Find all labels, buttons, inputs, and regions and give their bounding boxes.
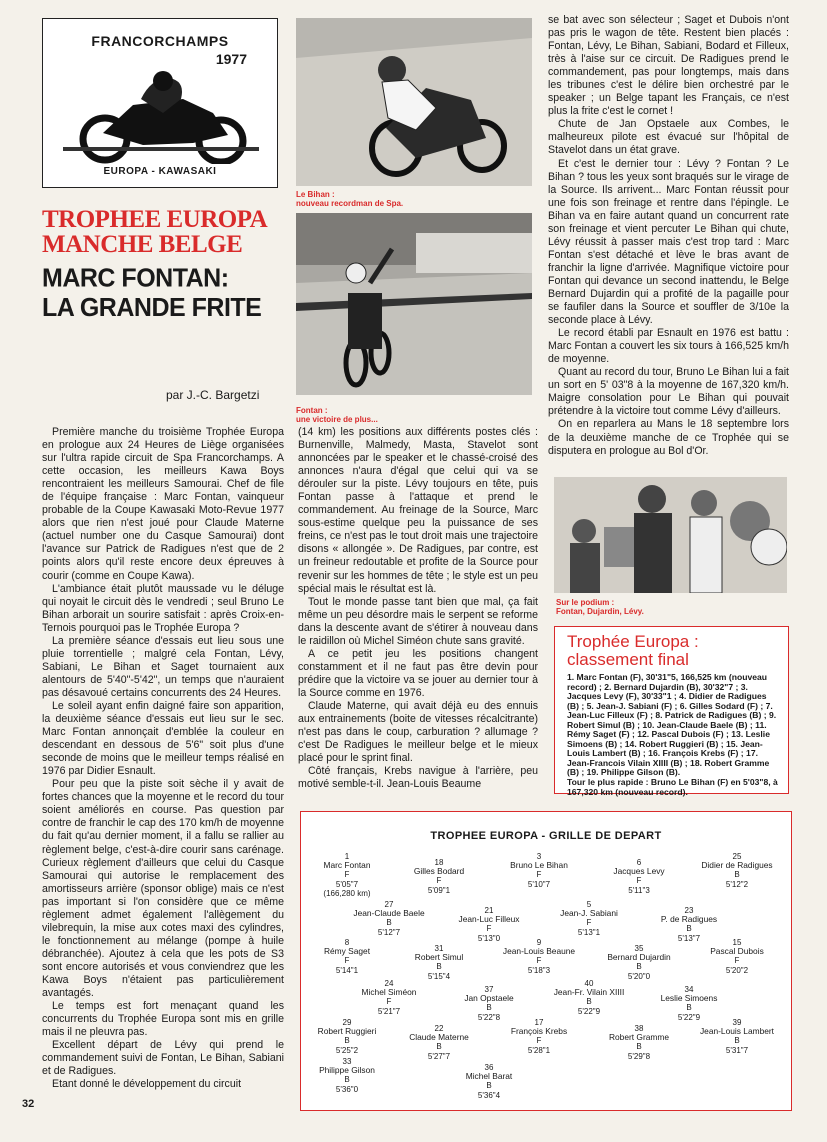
col1-paragraph-8: Etant donné le développement du circuit xyxy=(52,1078,242,1091)
grid-entry-num: 34 xyxy=(684,985,694,994)
article-column-1 xyxy=(42,426,284,1116)
standings-title xyxy=(555,627,788,669)
grid-entry xyxy=(689,938,785,975)
grid-entry-name: P. de Radigues xyxy=(660,914,718,925)
grid-entry xyxy=(299,1057,395,1094)
grid-entry-num: 37 xyxy=(484,985,494,994)
grid-entry-nat: B xyxy=(686,924,692,934)
col1-paragraph-1: Première manche du troisième Trophée Europa en prologue aux 24 Heures de Liège organisées sur l'ultra rapide circuit de Spa Francorchamps. A cette occasion, les meilleurs Kawa Boys rencontraient les meilleurs Samourai. Chef de file de l'équipe française : Marc Fontan, vainqueur probable de la Coupe Kawasaki Moto-Revue 1977 alors que rien n'est joué pour Claude Materne (actuel number one du Casque Samourai) dont l'avance sur Patrick de Radigues n'est que de 2 points alors qu'il reste encore deux épreuves à courir (comme en Coupe Kawa). xyxy=(42,426,284,582)
grid-entry-num: 24 xyxy=(384,979,394,988)
grid-entry-name: Jean-J. Sabiani xyxy=(560,908,618,919)
grid-entry-name: Jean-Louis Lambert xyxy=(699,1026,775,1037)
grid-entry-time: 5'20"0 xyxy=(627,971,651,981)
grid-entry-name: Leslie Simoens xyxy=(660,993,718,1004)
col2-paragraph-4: Claude Materne, qui avait déjà eu des ennuis aux entrainements (boite de vitesses récalcitrante) n'est pas dans le coup, carburation ? allumage ? c'est De Radigues le meilleur belge et le mieux placé pour le sprint final. xyxy=(298,699,538,765)
grid-entry-num: 8 xyxy=(344,938,350,947)
grid-entry-nat: F xyxy=(344,870,350,880)
grid-entry-num: 27 xyxy=(384,900,394,909)
caption-photo3-line2: Fontan, Dujardin, Lévy. xyxy=(556,607,644,616)
grid-entry-time: 5'11"3 xyxy=(628,885,650,895)
caption-photo3-line1: Sur le podium : xyxy=(556,598,615,607)
photo-fontan xyxy=(296,213,532,395)
grid-entry-nat: B xyxy=(344,1075,350,1085)
grid-entry-name: Bernard Dujardin xyxy=(607,952,671,963)
col3-paragraph-2: Chute de Jan Opstaele aux Combes, le malheureux pilote est évacué sur l'hôpital de Stavelot dans un état grave. xyxy=(548,118,789,157)
headline-main-line2: LA GRANDE FRITE xyxy=(42,293,262,323)
col2-paragraph-1: (14 km) les positions aux différents postes clés : Burnenville, Malmedy, Masta, Stavelot sont annoncées par le speaker et le chassé-croisé des annonces n'aura d'égal que celui qui va se dérouler sur la piste. Lévy toujours en tête, puis Fontan passe à l'attaque et prend le commandement. Au freinage de la Source, Marc sous-estime quelque peu la puissance de ses freins, ce n'est pas le tout droit mais une trajectoire disons « allongée ». De Radigues, par contre, est un freineur redoutable et profite de la Source pour revenir sur les hommes de tête ; le style est un peu spécial mais le résultat est là. xyxy=(298,426,538,595)
standings-results: 1. Marc Fontan (F), 30'31"5, 166,525 km (nouveau record) ; 2. Bernard Dujardin (B), 30'32"7 ; 3. Jacques Levy (F), 30'33"1 ; 4. Didier de Radigues (B) ; 5. Jean-J. Sabiani (F) ; 6. Gilles Sodard (F) ; 7. Jean-Luc Filleux (F) ; 8. Patrick de Radigues (B) ; 9. Robert Simul (B) ; 10. Jean-Claude Baele (B) ; 11. Rémy Saget (F) ; 12. Pascal Dubois (F) ; 13. Leslie Simoens (B) ; 14. Robert Ruggieri (B) ; 15. Jean-Louis Lambert (B) ; 16. François Krebs (F) ; 17. Jean-Francois Vilain XIIII (B) ; 18. Robert Gramme (B) ; 19. Philippe Gilson (B). xyxy=(567,672,777,778)
grid-entry-time: 5'13"1 xyxy=(577,927,601,937)
col3-paragraph-3: Et c'est le dernier tour : Lévy ? Fontan ? Le Bihan ? tous les yeux sont braqués sur le virage de la Source. Ils arrivent... Marc Fontan réussit pour une fois son freinage et rentre dans l'épingle. Le Bihan va en faire autant quand un concurrent rate son freinage et vient percuter Le Bihan qui chute, Lévy réussit à passer mais c'est trop tard : Marc Fontan s'est détaché et lève le bras avant de franchir la ligne d'arrivée. Magnifique victoire pour Fontan qui devance un second inattendu, le Belge Bernard Dujardin qui a profité de la pagaille pour se faufiler dans la Source et souffler de 3/10e la seconde place à Lévy. xyxy=(548,157,789,327)
grid-entry-name: Jean-Louis Beaune xyxy=(502,946,576,957)
article-column-2 xyxy=(298,426,538,802)
article-column-3 xyxy=(548,14,789,474)
grid-entry-time: 5'09"1 xyxy=(427,885,451,895)
grid-entry xyxy=(341,900,437,937)
grid-entry-num: 21 xyxy=(484,906,494,915)
grid-entry-nat: B xyxy=(486,1003,492,1013)
grid-entry-name: Gilles Bodard xyxy=(413,866,465,877)
grid-entry-num: 25 xyxy=(732,852,742,861)
photo-le-bihan xyxy=(296,18,532,186)
grid-entry-num: 6 xyxy=(636,858,642,867)
col2-paragraph-2: Tout le monde passe tant bien que mal, ça fait même un peu désordre mais le serpent se reforme dans la descente avant de s'étirer à nouveau dans le raidillon où Michel Siméon chute sans gravité. xyxy=(298,595,538,647)
caption-photo3 xyxy=(556,598,644,616)
grid-entry-name: Claude Materne xyxy=(409,1032,469,1043)
grid-entry-nat: F xyxy=(536,870,542,880)
grid-entry-num: 31 xyxy=(434,944,444,953)
caption-photo1-line2: nouveau recordman de Spa. xyxy=(296,199,404,208)
grid-entry-time: 5'13"7 xyxy=(677,933,701,943)
grid-entry xyxy=(391,1024,487,1061)
grid-entry xyxy=(541,979,637,1016)
grid-entry-name: Jean-Luc Filleux xyxy=(458,914,520,925)
grid-entry xyxy=(591,858,687,895)
grid-entry-nat: F xyxy=(436,876,442,886)
grid-entry xyxy=(591,1024,687,1061)
grid-entry-name: Didier de Radigues xyxy=(701,860,773,871)
grid-entry-nat: F xyxy=(344,956,350,966)
event-logo-box xyxy=(42,18,278,188)
grid-entry xyxy=(341,979,437,1016)
starting-grid-box xyxy=(300,811,792,1111)
logo-title: FRANCORCHAMPS xyxy=(91,33,229,49)
grid-entry-nat: F xyxy=(486,924,492,934)
grid-entry xyxy=(391,858,487,895)
grid-entry-name: Bruno Le Bihan xyxy=(510,860,568,871)
headline-main xyxy=(42,264,287,323)
grid-entry-time: 5'10"7 xyxy=(527,879,551,889)
col1-paragraph-2: L'ambiance était plutôt maussade vu le déluge qui noyait le circuit dès le vendredi ; seul Bruno Le Bihan arborait un sourire satisfait : après Croix-en-Ternois pourquoi pas le Trophée Europa ? xyxy=(42,582,284,634)
col1-paragraph-4: Le soleil ayant enfin daigné faire son apparition, la deuxième séance d'essais eut lieu sur le sec. Marc Fontan annonçait d'emblée la couleur en descendant en dessous de 5'6" soit plus d'une seconde de moins que le meilleur temps réalisé en 1976 par Didier Esnault. xyxy=(42,699,284,778)
caption-photo2-line1: Fontan : xyxy=(296,406,328,415)
grid-entry-nat: B xyxy=(436,962,442,972)
caption-photo1 xyxy=(296,190,403,208)
grid-entry-time: 5'36"0 xyxy=(335,1084,359,1094)
grid-entry xyxy=(689,1018,785,1055)
grid-entry-nat: F xyxy=(536,956,542,966)
photo-podium xyxy=(554,477,787,593)
grid-entry xyxy=(591,944,687,981)
grid-entry-time: 5'14"1 xyxy=(335,965,359,975)
grid-entry xyxy=(491,852,587,889)
grid-entry-name: Jan Opstaele xyxy=(464,993,514,1004)
caption-photo1-line1: Le Bihan : xyxy=(296,190,335,199)
grid-entry-num: 15 xyxy=(732,938,742,947)
grid-entry-nat: B xyxy=(636,962,642,972)
motorcycle-rider-illustration xyxy=(63,69,259,164)
grid-entry-name: Michel Barat xyxy=(465,1071,513,1082)
grid-entry-num: 39 xyxy=(732,1018,742,1027)
grid-entry-num: 35 xyxy=(634,944,644,953)
grid-entry-nat: F xyxy=(386,997,392,1007)
col2-paragraph-3: A ce petit jeu les positions changent constamment et il ne faut pas être devin pour prédire que la victoire va se jouer au dernier tour à la Source comme en 1976. xyxy=(298,647,538,699)
col3-paragraph-1: se bat avec son sélecteur ; Saget et Dubois n'ont pas pris le wagon de tête. Restent bien placés : Fontan, Lévy, Le Bihan, Sabiani, Bodard et Filleux, très à l'aise sur ce circuit. De Radigues prend le commandement, pas pour longtemps, mais dans les tribunes c'est le délire bien orchestré par le speaker ; un Belge tapant les Français, ce n'est plus la frite c'est le cornet ! xyxy=(548,14,789,118)
col3-paragraph-6: On en reparlera au Mans le 18 septembre lors de la deuxième manche de ce Trophée qui se disputera en prologue au Bol d'Or. xyxy=(548,418,789,457)
grid-entry xyxy=(689,852,785,889)
grid-entry-name: François Krebs xyxy=(510,1026,568,1037)
grid-entry-nat: B xyxy=(734,1036,740,1046)
grid-entry-num: 29 xyxy=(342,1018,352,1027)
grid-entry-nat: B xyxy=(386,918,392,928)
grid-entry-nat: B xyxy=(636,1042,642,1052)
grid-entry-nat: F xyxy=(636,876,642,886)
grid-entry-nat: F xyxy=(586,918,592,928)
grid-entry-nat: B xyxy=(686,1003,692,1013)
grid-entry-num: 9 xyxy=(536,938,542,947)
caption-photo2 xyxy=(296,406,378,424)
headline-main-line1: MARC FONTAN: xyxy=(42,263,229,293)
grid-entry-name: Michel Siméon xyxy=(361,987,417,998)
grid-entry xyxy=(299,1018,395,1055)
grid-entry xyxy=(491,938,587,975)
grid-entry-name: Robert Ruggieri xyxy=(317,1026,377,1037)
grid-entry-num: 3 xyxy=(536,852,542,861)
byline: par J.-C. Bargetzi xyxy=(166,388,260,402)
standings-lap-record: Tour le plus rapide : Bruno Le Bihan (F) en 5'03"8, à 167,320 km (nouveau record). xyxy=(567,777,778,797)
grid-entry-nat: B xyxy=(586,997,592,1007)
grid-entry-time: 5'27"7 xyxy=(427,1051,451,1061)
final-standings-box xyxy=(554,626,789,797)
grid-entry xyxy=(391,944,487,981)
grid-entry-time: 5'12"2 xyxy=(725,879,749,889)
grid-entry-num: 17 xyxy=(534,1018,544,1027)
grid-entry-num: 36 xyxy=(484,1063,494,1072)
grid-entry-nat: B xyxy=(436,1042,442,1052)
col1-paragraph-7: Excellent départ de Lévy qui prend le commandement suivi de Fontan, Le Bihan, Sabiani et de Radigues. xyxy=(42,1039,284,1078)
col3-paragraph-5: Quant au record du tour, Bruno Le Bihan lui a fait un sort en 5' 03"8 à la moyenne de 167,320 km/h. Maigre consolation pour Le Bihan qui pouvait prétendre à la victoire tout comme Lévy d'ailleurs. xyxy=(548,366,789,418)
grid-entry-name: Jean-Fr. Vilain XIIII xyxy=(553,987,625,998)
col3-paragraph-4: Le record établi par Esnault en 1976 est battu : Marc Fontan a couvert les six tours à 166,525 km/h de moyenne. xyxy=(548,327,789,366)
logo-footer: EUROPA - KAWASAKI xyxy=(103,166,217,177)
grid-entry-time: 5'13"0 xyxy=(477,933,501,943)
standings-title-line2: classement final xyxy=(567,650,689,669)
grid-entry-time: 5'31"7 xyxy=(725,1045,749,1055)
col1-paragraph-5: Pour peu que la piste soit sèche il y avait de fortes chances que la moyenne et le record du tour soient améliorés en course. Pas question par contre de franchir le cap des 170 km/h de moyenne du fait qu'au dernier moment, il a fallu se rallier au règlement belge, c'est-à-dire courir sans carénage. Curieux règlement d'ailleurs que celui du Casque Samourai qui autorise le remplacement des amortisseurs arrière (sponsor oblige) mais ce n'est pas important si l'on considère que ce même règlement admet également l'allègement du vilebrequin, la mise aux cotes maxi des cylindres, le fonctionnement au mélange (pompe à huile débranchée). Ajoutez à cela que les pots de S3 sont encore autorisés et vous conviendrez que les Kawa Boys n'étaient pas particulièrement avantagés. xyxy=(42,778,284,1000)
grid-entry xyxy=(641,985,737,1022)
grid-entry-time: 5'22"8 xyxy=(477,1012,501,1022)
grid-entry xyxy=(491,1018,587,1055)
grid-entry-name: Marc Fontan xyxy=(323,860,371,871)
grid-entry-name: Jean-Claude Baele xyxy=(353,908,425,919)
grid-entry-time: 5'22"9 xyxy=(577,1006,601,1016)
grid-entry-time: 5'28"1 xyxy=(527,1045,551,1055)
grid-entry xyxy=(441,1063,537,1100)
grid-entry-time: 5'21"7 xyxy=(377,1006,401,1016)
grid-entry-num: 40 xyxy=(584,979,594,988)
grid-entry-time: 5'36"4 xyxy=(477,1090,501,1100)
grid-entry-time: 5'05"7 xyxy=(335,879,359,889)
headline-red-line1: TROPHEE EUROPA xyxy=(42,206,268,233)
grid-entry-time: 5'15"4 xyxy=(427,971,451,981)
grid-entry-nat: F xyxy=(536,1036,542,1046)
grid-entry-num: 18 xyxy=(434,858,444,867)
standings-text xyxy=(555,669,788,797)
grid-entry-num: 23 xyxy=(684,906,694,915)
grid-entry-name: Robert Gramme xyxy=(608,1032,670,1043)
col2-paragraph-5: Côté français, Krebs navigue à l'arrière, peu motivé semble-t-il. Jean-Louis Beaume xyxy=(298,765,538,791)
grid-entry-num: 1 xyxy=(344,852,350,861)
caption-photo2-line2: une victoire de plus... xyxy=(296,415,378,424)
grid-entry-name: Rémy Saget xyxy=(323,946,371,957)
page-number: 32 xyxy=(22,1098,35,1110)
grid-entry-time: 5'20"2 xyxy=(725,965,749,975)
grid-entry-time: 5'22"9 xyxy=(677,1012,701,1022)
col1-paragraph-6: Le temps est fort menaçant quand les concurrents du Trophée Europa sont mis en grille mais il ne pleuvra pas. xyxy=(42,1000,284,1039)
grid-entry xyxy=(541,900,637,937)
grid-entry xyxy=(441,985,537,1022)
grid-entry-time: 5'12"7 xyxy=(377,927,401,937)
grid-entry-nat: B xyxy=(344,1036,350,1046)
grid-entry-extra: (166,280 km) xyxy=(323,888,371,898)
grid-entry-name: Jacques Levy xyxy=(613,866,665,877)
grid-entry-num: 22 xyxy=(434,1024,444,1033)
headline-red-line2: MANCHE BELGE xyxy=(42,231,243,258)
headline-red xyxy=(42,207,287,257)
grid-entry-nat: B xyxy=(486,1081,492,1091)
grid-entry-nat: B xyxy=(734,870,740,880)
grid-entry-num: 33 xyxy=(342,1057,352,1066)
grid-entry-num: 5 xyxy=(586,900,592,909)
grid-entry-name: Pascal Dubois xyxy=(710,946,764,957)
grid-entry-name: Philippe Gilson xyxy=(319,1065,375,1076)
grid-entry-nat: F xyxy=(734,956,740,966)
grid-entry-time: 5'25"2 xyxy=(335,1045,359,1055)
grid-title: TROPHEE EUROPA - GRILLE DE DEPART xyxy=(430,830,662,842)
grid-entry-num: 38 xyxy=(634,1024,644,1033)
grid-entry-name: Robert Simul xyxy=(414,952,464,963)
grid-entry xyxy=(299,938,395,975)
col1-paragraph-3: La première séance d'essais eut lieu sous une pluie torrentielle ; malgré cela Fontan, Lévy, Sabiani, Le Bihan et Saget tournaient aux alentours de 5'40"-5'42", un temps que n'auraient pas désavoué certains concurrents des 24 Heures. xyxy=(42,634,284,699)
grid-entry xyxy=(299,852,395,898)
standings-title-line1: Trophée Europa : xyxy=(567,632,699,651)
grid-entry-time: 5'29"8 xyxy=(627,1051,651,1061)
grid-entry-time: 5'18"3 xyxy=(527,965,551,975)
logo-year: 1977 xyxy=(215,51,247,67)
